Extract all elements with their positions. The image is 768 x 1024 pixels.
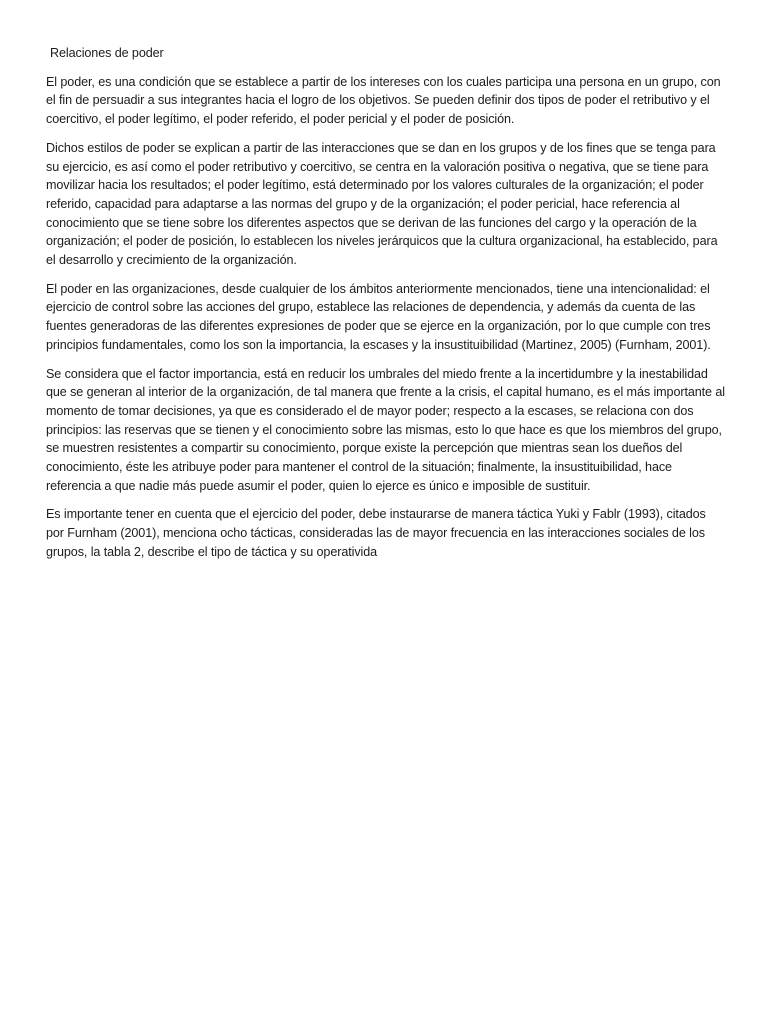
document-page xyxy=(46,44,726,572)
paragraph-factor-importancia: Se considera que el factor importancia, está en reducir los umbrales del miedo frente a la incertidumbre y la inestabilidad que se generan al interior de la organización, de tal manera que frente a la crisis, el capital humano, es el más importante al momento de tomar decisiones, ya que es considerado el de mayor poder; respecto a la escases, se relaciona con dos principios: las reservas que se tienen y el conocimiento sobre las mismas, esto lo que hace es que los miembros del grupo, se muestren resistentes a compartir su conocimiento, porque existe la percepción que mientras sean los dueños del conocimiento, éste les atribuye poder para mantener el control de la situación; finalmente, la insustituibilidad, hace referencia a que nadie más puede asumir el poder, quien lo ejerce es único e imposible de sustituir. xyxy=(46,366,725,493)
paragraph-definicion-poder: El poder, es una condición que se establece a partir de los intereses con los cuales participa una persona en un grupo, con el fin de persuadir a sus integrantes hacia el logro de los objetivos. Se pueden definir dos tipos de poder el retributivo y el coercitivo, el poder legítimo, el poder referido, el poder pericial y el poder de posición. xyxy=(46,74,721,127)
paragraph-estilos-poder: Dichos estilos de poder se explican a partir de las interacciones que se dan en los grupos y de los fines que se tenga para su ejercicio, es así como el poder retributivo y coercitivo, se centra en la valoración positiva o negativa, que se tiene para movilizar hacia los resultados; el poder legítimo, está determinado por los valores culturales de la organización; el poder referido, capacidad para adaptarse a las normas del grupo y de la organización; el poder pericial, hace referencia al conocimiento que se tiene sobre los diferentes aspectos que se derivan de las funciones del cargo y la operación de la organización; el poder de posición, lo establecen los niveles jerárquicos que la cultura organizacional, ha establecido, para el desarrollo y crecimiento de la organización. xyxy=(46,140,718,268)
document-title: Relaciones de poder xyxy=(50,46,164,60)
paragraph-tacticas: Es importante tener en cuenta que el ejercicio del poder, debe instaurarse de manera táctica Yuki y Fablr (1993), citados por Furnham (2001), menciona ocho tácticas, consideradas las de mayor frecuencia en las interacciones sociales de los grupos, la tabla 2, describe el tipo de táctica y su operativida xyxy=(46,507,706,559)
paragraph-poder-organizaciones: El poder en las organizaciones, desde cualquier de los ámbitos anteriormente mencionados, tiene una intencionalidad: el ejercicio de control sobre las acciones del grupo, establece las relaciones de dependencia, y además da cuenta de las fuentes generadoras de las diferentes expresiones de poder que se ejerce en la organización, por lo que cumple con tres principios fundamentales, como los son la importancia, la escases y la insustituibilidad (Martinez, 2005) (Furnham, 2001). xyxy=(46,281,711,352)
